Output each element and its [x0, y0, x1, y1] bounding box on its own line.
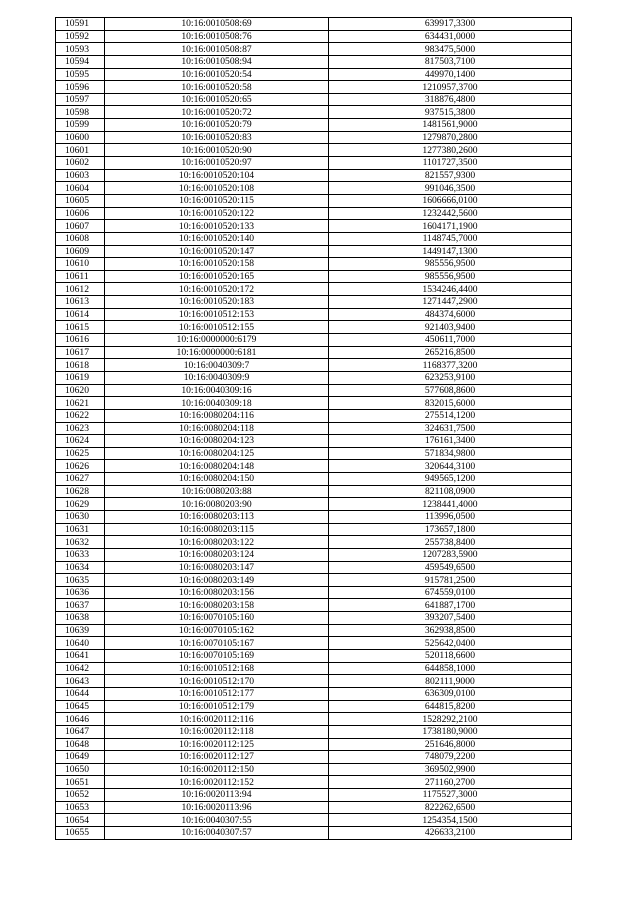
cadastral-value-cell: 1481561,9000	[329, 119, 572, 132]
cadastral-number-cell: 10:16:0020112:118	[105, 725, 329, 738]
cadastral-number-cell: 10:16:0010512:153	[105, 308, 329, 321]
row-number-cell: 10640	[56, 637, 105, 650]
row-number-cell: 10626	[56, 460, 105, 473]
table-row	[56, 258, 572, 271]
table-row	[56, 194, 572, 207]
table-row	[56, 43, 572, 56]
cadastral-number-cell: 10:16:0080203:124	[105, 548, 329, 561]
cadastral-number-cell: 10:16:0080203:156	[105, 586, 329, 599]
table-row	[56, 93, 572, 106]
table-row	[56, 814, 572, 827]
cadastral-value-cell: 173657,1800	[329, 523, 572, 536]
cadastral-value-cell: 176161,3400	[329, 435, 572, 448]
row-number-cell: 10630	[56, 510, 105, 523]
cadastral-number-cell: 10:16:0010508:76	[105, 30, 329, 43]
table-row	[56, 144, 572, 157]
cadastral-number-cell: 10:16:0040309:9	[105, 371, 329, 384]
cadastral-number-cell: 10:16:0070105:160	[105, 612, 329, 625]
table-row	[56, 473, 572, 486]
cadastral-value-cell: 1271447,2900	[329, 296, 572, 309]
row-number-cell: 10610	[56, 258, 105, 271]
table-row	[56, 675, 572, 688]
cadastral-number-cell: 10:16:0070105:162	[105, 624, 329, 637]
table-row	[56, 586, 572, 599]
row-number-cell: 10613	[56, 296, 105, 309]
cadastral-number-cell: 10:16:0080204:123	[105, 435, 329, 448]
row-number-cell: 10618	[56, 359, 105, 372]
table-row	[56, 751, 572, 764]
cadastral-number-cell: 10:16:0020113:94	[105, 789, 329, 802]
table-row	[56, 561, 572, 574]
cadastral-value-cell: 674559,0100	[329, 586, 572, 599]
cadastral-number-cell: 10:16:0010520:72	[105, 106, 329, 119]
cadastral-number-cell: 10:16:0070105:167	[105, 637, 329, 650]
row-number-cell: 10616	[56, 334, 105, 347]
cadastral-number-cell: 10:16:0080204:116	[105, 409, 329, 422]
cadastral-number-cell: 10:16:0010520:165	[105, 270, 329, 283]
table-row	[56, 270, 572, 283]
table-row	[56, 308, 572, 321]
table-row	[56, 321, 572, 334]
table-row	[56, 157, 572, 170]
row-number-cell: 10612	[56, 283, 105, 296]
row-number-cell: 10604	[56, 182, 105, 195]
row-number-cell: 10637	[56, 599, 105, 612]
cadastral-number-cell: 10:16:0020112:150	[105, 763, 329, 776]
cadastral-number-cell: 10:16:0010512:177	[105, 687, 329, 700]
table-row	[56, 131, 572, 144]
table-row	[56, 574, 572, 587]
cadastral-value-cell: 393207,5400	[329, 612, 572, 625]
cadastral-number-cell: 10:16:0080204:148	[105, 460, 329, 473]
table-row	[56, 18, 572, 31]
cadastral-number-cell: 10:16:0080203:149	[105, 574, 329, 587]
table-row	[56, 371, 572, 384]
cadastral-value-cell: 1101727,3500	[329, 157, 572, 170]
cadastral-value-cell: 991046,3500	[329, 182, 572, 195]
row-number-cell: 10642	[56, 662, 105, 675]
row-number-cell: 10624	[56, 435, 105, 448]
cadastral-value-cell: 1232442,5600	[329, 207, 572, 220]
row-number-cell: 10615	[56, 321, 105, 334]
table-row	[56, 422, 572, 435]
cadastral-number-cell: 10:16:0020112:152	[105, 776, 329, 789]
cadastral-value-cell: 324631,7500	[329, 422, 572, 435]
table-row	[56, 523, 572, 536]
table-row	[56, 725, 572, 738]
row-number-cell: 10607	[56, 220, 105, 233]
cadastral-number-cell: 10:16:0040309:18	[105, 397, 329, 410]
cadastral-number-cell: 10:16:0080204:125	[105, 447, 329, 460]
row-number-cell: 10632	[56, 536, 105, 549]
cadastral-value-cell: 1175527,3000	[329, 789, 572, 802]
row-number-cell: 10634	[56, 561, 105, 574]
cadastral-number-cell: 10:16:0040309:16	[105, 384, 329, 397]
row-number-cell: 10603	[56, 169, 105, 182]
cadastral-value-cell: 571834,9800	[329, 447, 572, 460]
table-row	[56, 460, 572, 473]
row-number-cell: 10646	[56, 713, 105, 726]
cadastral-number-cell: 10:16:0010520:122	[105, 207, 329, 220]
cadastral-value-cell: 318876,4800	[329, 93, 572, 106]
row-number-cell: 10644	[56, 687, 105, 700]
cadastral-value-cell: 362938,8500	[329, 624, 572, 637]
row-number-cell: 10650	[56, 763, 105, 776]
row-number-cell: 10622	[56, 409, 105, 422]
cadastral-value-cell: 1279870,2800	[329, 131, 572, 144]
row-number-cell: 10651	[56, 776, 105, 789]
cadastral-value-cell: 275514,1200	[329, 409, 572, 422]
cadastral-number-cell: 10:16:0080203:88	[105, 485, 329, 498]
table-row	[56, 510, 572, 523]
cadastral-number-cell: 10:16:0080203:113	[105, 510, 329, 523]
cadastral-number-cell: 10:16:0010520:147	[105, 245, 329, 258]
row-number-cell: 10620	[56, 384, 105, 397]
cadastral-value-cell: 983475,5000	[329, 43, 572, 56]
table-row	[56, 207, 572, 220]
cadastral-number-cell: 10:16:0010520:183	[105, 296, 329, 309]
cadastral-value-cell: 634431,0000	[329, 30, 572, 43]
row-number-cell: 10601	[56, 144, 105, 157]
cadastral-number-cell: 10:16:0040309:7	[105, 359, 329, 372]
cadastral-number-cell: 10:16:0010520:54	[105, 68, 329, 81]
cadastral-number-cell: 10:16:0080203:158	[105, 599, 329, 612]
table-row	[56, 346, 572, 359]
cadastral-value-cell: 1534246,4400	[329, 283, 572, 296]
cadastral-number-cell: 10:16:0040307:55	[105, 814, 329, 827]
cadastral-value-cell: 949565,1200	[329, 473, 572, 486]
cadastral-value-cell: 1254354,1500	[329, 814, 572, 827]
cadastral-number-cell: 10:16:0010520:104	[105, 169, 329, 182]
table-row	[56, 687, 572, 700]
table-row	[56, 485, 572, 498]
cadastral-number-cell: 10:16:0000000:6179	[105, 334, 329, 347]
cadastral-number-cell: 10:16:0020112:127	[105, 751, 329, 764]
row-number-cell: 10652	[56, 789, 105, 802]
cadastral-number-cell: 10:16:0010520:65	[105, 93, 329, 106]
cadastral-number-cell: 10:16:0010520:158	[105, 258, 329, 271]
table-row	[56, 827, 572, 840]
table-row	[56, 409, 572, 422]
cadastral-value-cell: 641887,1700	[329, 599, 572, 612]
cadastral-number-cell: 10:16:0010520:115	[105, 194, 329, 207]
cadastral-value-cell: 255738,8400	[329, 536, 572, 549]
cadastral-value-cell: 520118,6600	[329, 650, 572, 663]
row-number-cell: 10600	[56, 131, 105, 144]
row-number-cell: 10594	[56, 55, 105, 68]
cadastral-number-cell: 10:16:0010512:168	[105, 662, 329, 675]
row-number-cell: 10655	[56, 827, 105, 840]
cadastral-value-cell: 271160,2700	[329, 776, 572, 789]
row-number-cell: 10653	[56, 801, 105, 814]
row-number-cell: 10609	[56, 245, 105, 258]
cadastral-number-cell: 10:16:0010520:108	[105, 182, 329, 195]
cadastral-value-cell: 985556,9500	[329, 270, 572, 283]
row-number-cell: 10593	[56, 43, 105, 56]
cadastral-value-cell: 426633,2100	[329, 827, 572, 840]
row-number-cell: 10599	[56, 119, 105, 132]
cadastral-value-table	[55, 17, 572, 840]
row-number-cell: 10638	[56, 612, 105, 625]
table-row	[56, 220, 572, 233]
cadastral-number-cell: 10:16:0040307:57	[105, 827, 329, 840]
cadastral-number-cell: 10:16:0010520:140	[105, 232, 329, 245]
row-number-cell: 10606	[56, 207, 105, 220]
table-row	[56, 763, 572, 776]
row-number-cell: 10591	[56, 18, 105, 31]
table-row	[56, 384, 572, 397]
row-number-cell: 10623	[56, 422, 105, 435]
cadastral-number-cell: 10:16:0020112:116	[105, 713, 329, 726]
table-row	[56, 169, 572, 182]
row-number-cell: 10628	[56, 485, 105, 498]
cadastral-number-cell: 10:16:0010520:133	[105, 220, 329, 233]
cadastral-value-cell: 450611,7000	[329, 334, 572, 347]
table-row	[56, 713, 572, 726]
cadastral-number-cell: 10:16:0020112:125	[105, 738, 329, 751]
table-row	[56, 801, 572, 814]
cadastral-number-cell: 10:16:0080203:147	[105, 561, 329, 574]
cadastral-number-cell: 10:16:0010520:97	[105, 157, 329, 170]
row-number-cell: 10592	[56, 30, 105, 43]
cadastral-value-cell: 748079,2200	[329, 751, 572, 764]
row-number-cell: 10641	[56, 650, 105, 663]
cadastral-number-cell: 10:16:0010512:155	[105, 321, 329, 334]
cadastral-number-cell: 10:16:0010520:79	[105, 119, 329, 132]
row-number-cell: 10625	[56, 447, 105, 460]
row-number-cell: 10617	[56, 346, 105, 359]
table-body	[56, 18, 572, 840]
table-row	[56, 359, 572, 372]
cadastral-value-cell: 1148745,7000	[329, 232, 572, 245]
cadastral-value-cell: 623253,9100	[329, 371, 572, 384]
cadastral-value-cell: 821108,0900	[329, 485, 572, 498]
cadastral-number-cell: 10:16:0000000:6181	[105, 346, 329, 359]
cadastral-number-cell: 10:16:0010512:170	[105, 675, 329, 688]
table-row	[56, 738, 572, 751]
cadastral-value-cell: 320644,3100	[329, 460, 572, 473]
table-row	[56, 245, 572, 258]
cadastral-value-cell: 822262,6500	[329, 801, 572, 814]
cadastral-value-cell: 1207283,5900	[329, 548, 572, 561]
cadastral-value-cell: 1168377,3200	[329, 359, 572, 372]
table-row	[56, 81, 572, 94]
table-row	[56, 612, 572, 625]
cadastral-value-cell: 802111,9000	[329, 675, 572, 688]
table-row	[56, 599, 572, 612]
row-number-cell: 10602	[56, 157, 105, 170]
cadastral-value-cell: 265216,8500	[329, 346, 572, 359]
cadastral-value-cell: 937515,3800	[329, 106, 572, 119]
cadastral-value-cell: 449970,1400	[329, 68, 572, 81]
row-number-cell: 10631	[56, 523, 105, 536]
table-row	[56, 397, 572, 410]
cadastral-value-cell: 1210957,3700	[329, 81, 572, 94]
table-row	[56, 536, 572, 549]
cadastral-value-cell: 369502,9900	[329, 763, 572, 776]
row-number-cell: 10621	[56, 397, 105, 410]
table-row	[56, 447, 572, 460]
row-number-cell: 10649	[56, 751, 105, 764]
table-row	[56, 106, 572, 119]
row-number-cell: 10648	[56, 738, 105, 751]
row-number-cell: 10654	[56, 814, 105, 827]
row-number-cell: 10627	[56, 473, 105, 486]
row-number-cell: 10597	[56, 93, 105, 106]
cadastral-value-cell: 1449147,1300	[329, 245, 572, 258]
row-number-cell: 10636	[56, 586, 105, 599]
cadastral-value-cell: 459549,6500	[329, 561, 572, 574]
row-number-cell: 10639	[56, 624, 105, 637]
cadastral-value-cell: 644858,1000	[329, 662, 572, 675]
cadastral-number-cell: 10:16:0010512:179	[105, 700, 329, 713]
row-number-cell: 10605	[56, 194, 105, 207]
cadastral-value-cell: 484374,6000	[329, 308, 572, 321]
cadastral-number-cell: 10:16:0010508:87	[105, 43, 329, 56]
row-number-cell: 10643	[56, 675, 105, 688]
cadastral-number-cell: 10:16:0010520:83	[105, 131, 329, 144]
cadastral-value-cell: 832015,6000	[329, 397, 572, 410]
row-number-cell: 10614	[56, 308, 105, 321]
table-row	[56, 700, 572, 713]
cadastral-number-cell: 10:16:0070105:169	[105, 650, 329, 663]
table-row	[56, 637, 572, 650]
table-row	[56, 498, 572, 511]
row-number-cell: 10635	[56, 574, 105, 587]
cadastral-number-cell: 10:16:0080204:118	[105, 422, 329, 435]
table-row	[56, 624, 572, 637]
row-number-cell: 10647	[56, 725, 105, 738]
cadastral-number-cell: 10:16:0080203:115	[105, 523, 329, 536]
row-number-cell: 10595	[56, 68, 105, 81]
cadastral-value-cell: 251646,8000	[329, 738, 572, 751]
table-row	[56, 232, 572, 245]
table-row	[56, 435, 572, 448]
cadastral-number-cell: 10:16:0080203:90	[105, 498, 329, 511]
cadastral-value-cell: 1738180,9000	[329, 725, 572, 738]
cadastral-number-cell: 10:16:0080203:122	[105, 536, 329, 549]
cadastral-number-cell: 10:16:0010520:172	[105, 283, 329, 296]
table-row	[56, 662, 572, 675]
cadastral-value-cell: 1238441,4000	[329, 498, 572, 511]
cadastral-value-cell: 639917,3300	[329, 18, 572, 31]
cadastral-value-cell: 577608,8600	[329, 384, 572, 397]
cadastral-value-cell: 636309,0100	[329, 687, 572, 700]
cadastral-number-cell: 10:16:0080204:150	[105, 473, 329, 486]
cadastral-number-cell: 10:16:0020113:96	[105, 801, 329, 814]
row-number-cell: 10611	[56, 270, 105, 283]
table-row	[56, 30, 572, 43]
cadastral-value-cell: 985556,9500	[329, 258, 572, 271]
table-row	[56, 650, 572, 663]
cadastral-number-cell: 10:16:0010508:94	[105, 55, 329, 68]
row-number-cell: 10598	[56, 106, 105, 119]
cadastral-value-cell: 921403,9400	[329, 321, 572, 334]
table-row	[56, 789, 572, 802]
cadastral-value-cell: 644815,8200	[329, 700, 572, 713]
document-page	[55, 17, 571, 840]
row-number-cell: 10596	[56, 81, 105, 94]
cadastral-value-cell: 1528292,2100	[329, 713, 572, 726]
cadastral-number-cell: 10:16:0010508:69	[105, 18, 329, 31]
cadastral-number-cell: 10:16:0010520:90	[105, 144, 329, 157]
table-row	[56, 55, 572, 68]
cadastral-number-cell: 10:16:0010520:58	[105, 81, 329, 94]
cadastral-value-cell: 817503,7100	[329, 55, 572, 68]
row-number-cell: 10633	[56, 548, 105, 561]
table-row	[56, 283, 572, 296]
table-row	[56, 68, 572, 81]
cadastral-value-cell: 113996,0500	[329, 510, 572, 523]
cadastral-value-cell: 1277380,2600	[329, 144, 572, 157]
row-number-cell: 10619	[56, 371, 105, 384]
cadastral-value-cell: 525642,0400	[329, 637, 572, 650]
table-row	[56, 182, 572, 195]
cadastral-value-cell: 1606666,0100	[329, 194, 572, 207]
table-row	[56, 119, 572, 132]
cadastral-value-cell: 915781,2500	[329, 574, 572, 587]
table-row	[56, 334, 572, 347]
table-row	[56, 296, 572, 309]
table-row	[56, 776, 572, 789]
cadastral-value-cell: 821557,9300	[329, 169, 572, 182]
row-number-cell: 10629	[56, 498, 105, 511]
row-number-cell: 10608	[56, 232, 105, 245]
cadastral-value-cell: 1604171,1900	[329, 220, 572, 233]
row-number-cell: 10645	[56, 700, 105, 713]
table-row	[56, 548, 572, 561]
